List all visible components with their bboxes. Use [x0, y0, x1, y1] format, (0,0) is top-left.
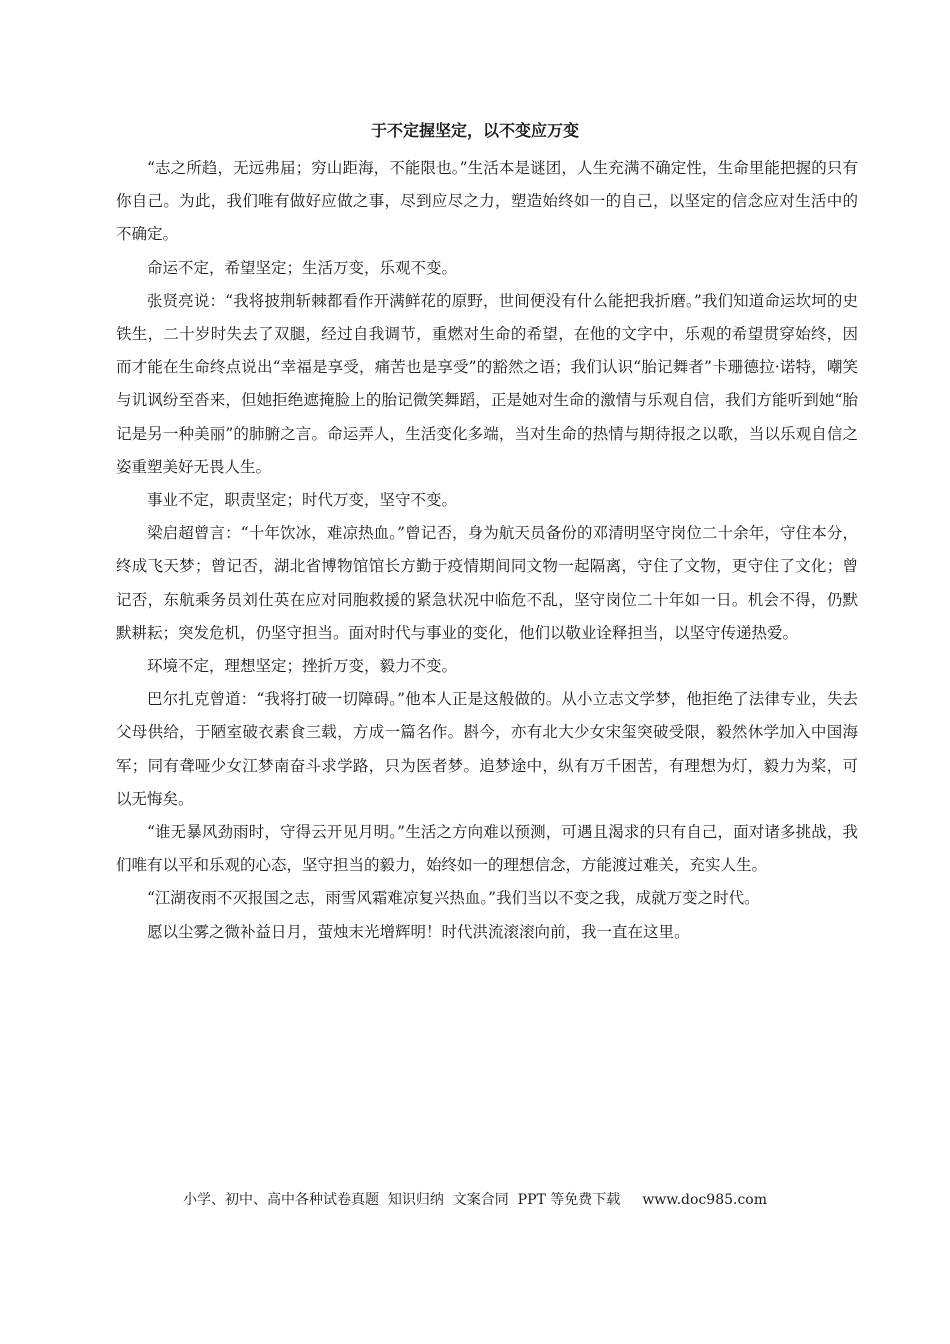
- footer-url: www.doc985.com: [642, 1192, 767, 1208]
- paragraph: “谁无暴风劲雨时，守得云开见月明。”生活之方向难以预测，可遇且渴求的只有自己，面对诸多挑战，我们唯有以平和乐观的心态，坚守担当的毅力，始终如一的理想信念，方能渡过难关，充实人生。: [116, 823, 858, 875]
- footer-text: 小学、初中、高中各种试卷真题 知识归纳 文案合同 PPT 等免费下载: [182, 1192, 621, 1208]
- paragraph: 事业不定，职责坚定；时代万变，坚守不变。: [147, 491, 458, 510]
- paragraph: 命运不定，希望坚定；生活万变，乐观不变。: [147, 258, 458, 277]
- paragraph: 巴尔扎克曾道：“我将打破一切障碍。”他本人正是这般做的。从小立志文学梦，他拒绝了法律专业，失去父母供给，于陋室破衣素食三载，方成一篇名作。斟今，亦有北大少女宋玺突破受限，毅然休学加入中国海军；同有聋哑少女江梦南奋斗求学路，只为医者梦。追梦途中，纵有万千困苦，有理想为灯，毅力为桨，可以无悔矣。: [116, 690, 858, 808]
- essay-body: [116, 152, 858, 949]
- paragraph: “江湖夜雨不灭报国之志，雨雪风霜难凉复兴热血。”我们当以不变之我，成就万变之时代。: [147, 889, 760, 908]
- paragraph: 张贤亮说：“我将披荆斩棘都看作开满鲜花的原野，世间便没有什么能把我折磨。”我们知道命运坎坷的史铁生，二十岁时失去了双腿，经过自我调节，重燃对生命的希望，在他的文字中，乐观的希望贯穿始终，因而才能在生命终点说出“幸福是享受，痛苦也是享受”的豁然之语；我们认识“胎记舞者”卡珊德拉·诺特，嘲笑与讥讽纷至沓来，但她拒绝遮掩脸上的胎记微笑舞蹈，正是她对生命的激情与乐观自信，我们方能听到她“胎记是另一种美丽”的肺腑之言。命运弄人，生活变化多端，当对生命的热情与期待报之以歌，当以乐观自信之姿重塑美好无畏人生。: [116, 291, 858, 476]
- essay-title: 于不定握坚定，以不变应万变: [370, 121, 579, 140]
- paragraph: 梁启超曾言：“十年饮冰，难凉热血。”曾记否，身为航天员备份的邓清明坚守岗位二十余年，守住本分，终成飞天梦；曾记否，湖北省博物馆馆长方勤于疫情期间同文物一起隔离，守住了文物，更守住了文化；曾记否，东航乘务员刘仕英在应对同胞救援的紧急状况中临危不乱，坚守岗位二十年如一日。机会不得，仍默默耕耘；突发危机，仍坚守担当。面对时代与事业的变化，他们以敬业诠释担当，以坚守传递热爱。: [116, 524, 858, 642]
- page-footer: [0, 1190, 950, 1210]
- paragraph: 愿以尘雾之微补益日月，萤烛末光增辉明！时代洪流滚滚向前，我一直在这里。: [147, 922, 690, 941]
- paragraph: 环境不定，理想坚定；挫折万变，毅力不变。: [147, 657, 458, 676]
- paragraph: “志之所趋，无远弗届；穷山距海，不能限也。”生活本是谜团，人生充满不确定性，生命里能把握的只有你自己。为此，我们唯有做好应做之事，尽到应尽之力，塑造始终如一的自己，以坚定的信念应对生活中的不确定。: [116, 159, 858, 244]
